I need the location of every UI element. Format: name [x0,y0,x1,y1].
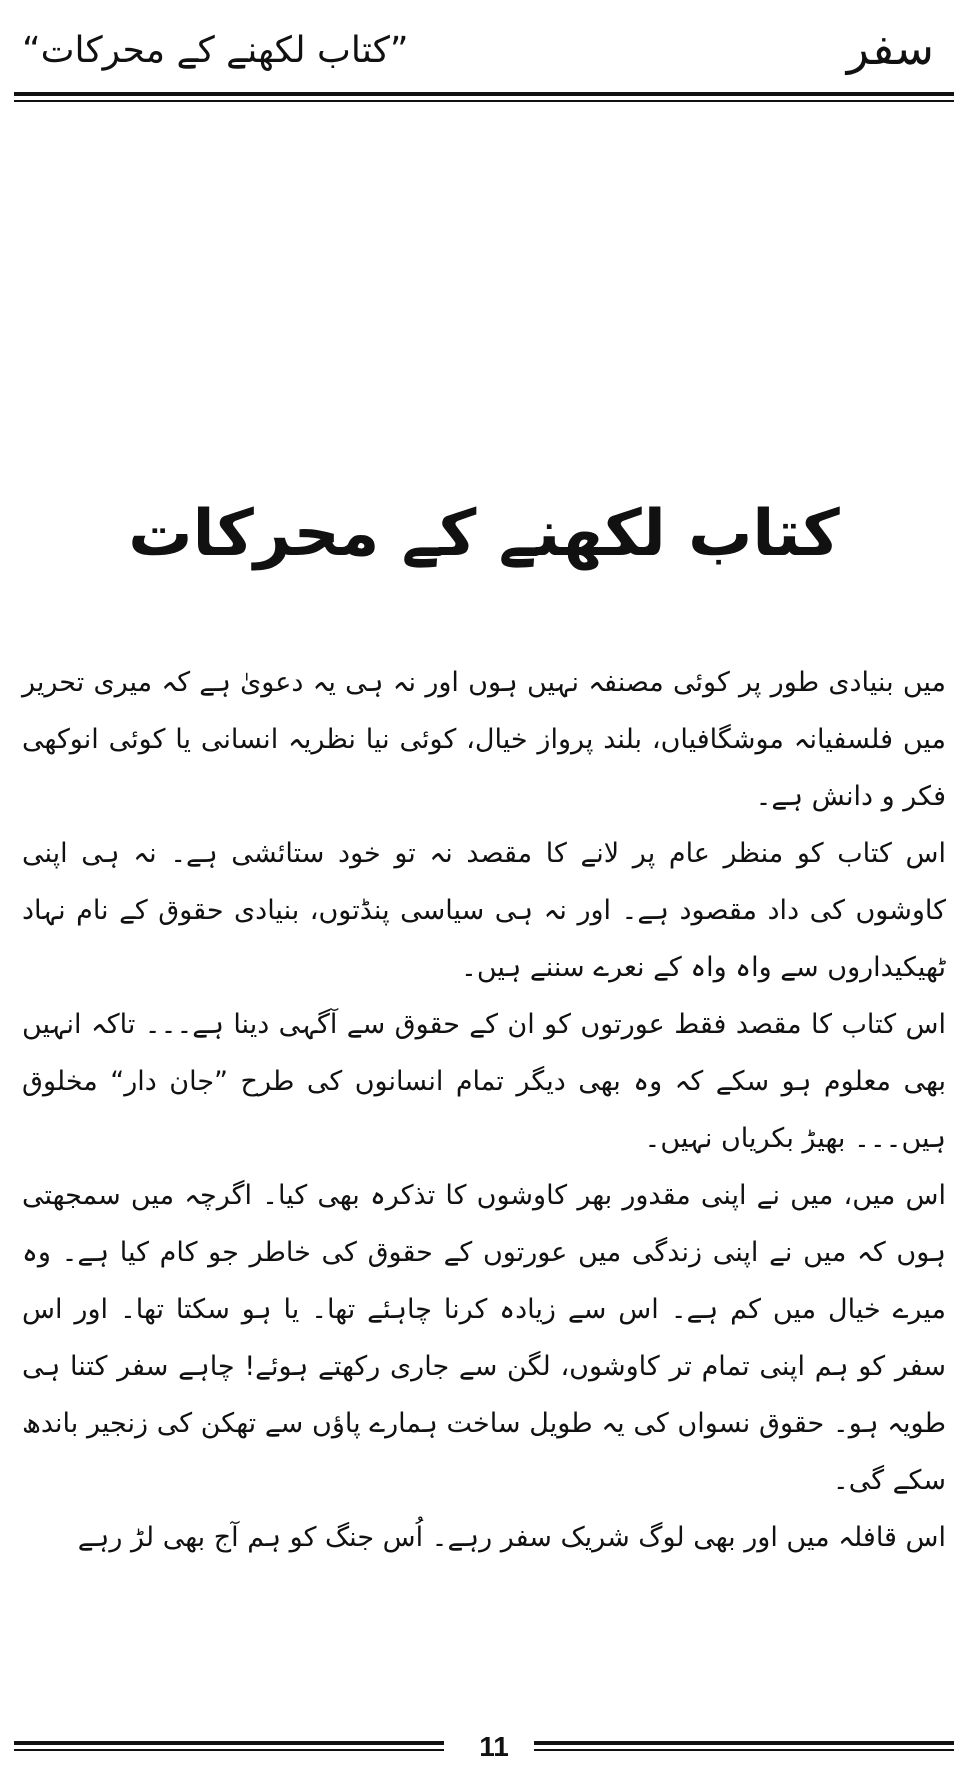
footer-rule-left [14,1741,444,1745]
paragraph: اس میں، میں نے اپنی مقدور بھر کاوشوں کا تذکرہ بھی کیا۔ اگرچہ میں سمجھتی ہوں کہ میں نے اپنی زندگی میں عورتوں کے حقوق کی خاطر جو کام کیا ہے۔ وہ میرے خیال میں کم ہے۔ اس سے زیادہ کرنا چاہئے تھا۔ یا ہو سکتا تھا۔ اور اس سفر کو ہم اپنی تمام تر کاوشوں، لگن سے جاری رکھتے ہوئے! چاہے سفر کتنا ہی طویہ ہو۔ حقوق نسواں کی یہ طویل ساخت ہمارے پاؤں سے تھکن کی زنجیر باندھ سکے گی۔ [22,1180,946,1496]
running-header-book-title: سفر [846,21,934,75]
paragraph: اس قافلہ میں اور بھی لوگ شریک سفر رہے۔ اُس جنگ کو ہم آج بھی لڑ رہے [77,1522,946,1553]
page-number: 11 [479,1731,509,1762]
page-footer [14,1731,954,1775]
running-header [14,18,954,78]
running-header-chapter-title: ”کتاب لکھنے کے محرکات“ [22,30,409,71]
footer-rule-left-thin [14,1749,444,1751]
body-text [22,654,946,1566]
chapter-title: کتاب لکھنے کے محرکات [128,497,840,571]
paragraph: میں بنیادی طور پر کوئی مصنفہ نہیں ہوں اور نہ ہی یہ دعویٰ ہے کہ میری تحریر میں فلسفیانہ موشگافیاں، بلند پرواز خیال، کوئی نیا نظریہ انسانی یا کوئی انوکھی فکر و دانش ہے۔ [22,667,946,812]
footer-rule-right-thin [534,1749,954,1751]
paragraph: اس کتاب کا مقصد فقط عورتوں کو ان کے حقوق سے آگہی دینا ہے۔۔۔ تاکہ انہیں بھی معلوم ہو سکے کہ وہ بھی دیگر تمام انسانوں کی طرح ”جان دار“ مخلوق ہیں۔۔۔ بھیڑ بکریاں نہیں۔ [22,1009,946,1154]
footer-rule-right [534,1741,954,1745]
paragraph: اس کتاب کو منظر عام پر لانے کا مقصد نہ تو خود ستائشی ہے۔ نہ ہی اپنی کاوشوں کی داد مقصود ہے۔ اور نہ ہی سیاسی پنڈتوں، بنیادی حقوق کے نام نہاد ٹھیکیداروں سے واہ واہ کے نعرے سننے ہیں۔ [22,838,946,983]
header-rule-thick [14,92,954,96]
header-rule-thin [14,100,954,102]
